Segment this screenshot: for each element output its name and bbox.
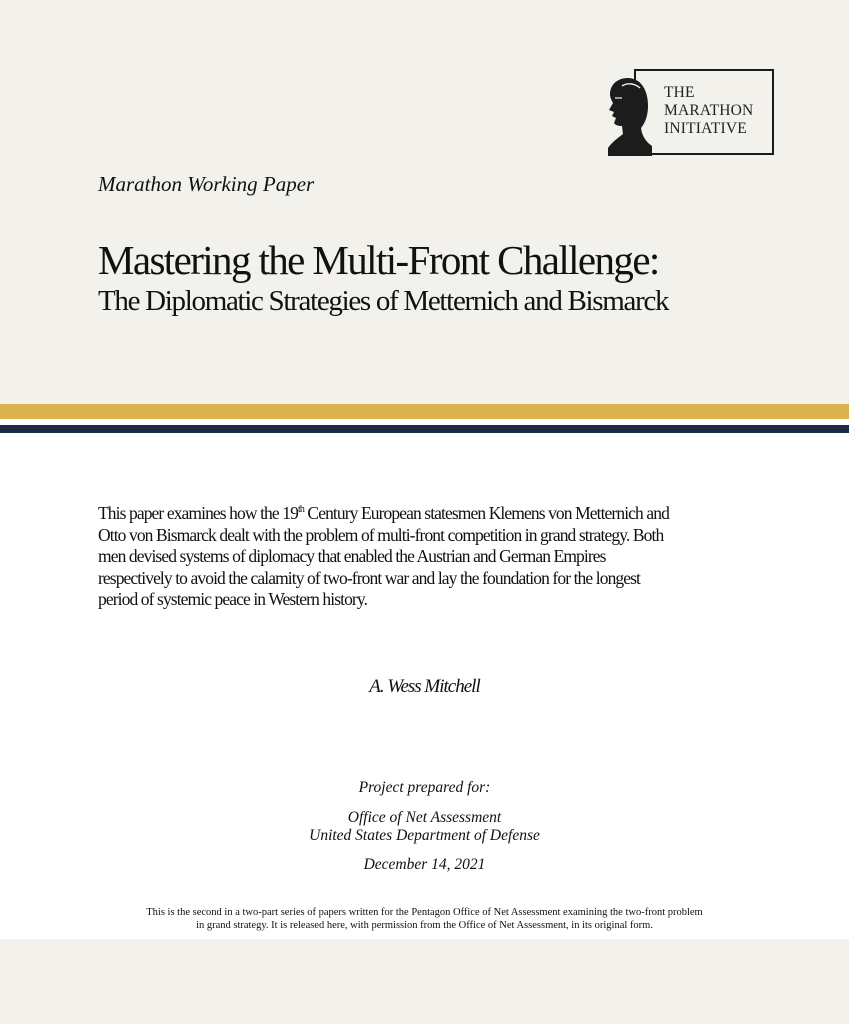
series-label: Marathon Working Paper xyxy=(98,172,315,196)
publication-date: December 14, 2021 xyxy=(363,856,486,873)
helmeted-warrior-head-icon xyxy=(606,76,652,156)
abstract-paragraph xyxy=(98,503,758,611)
footnote-line: in grand strategy. It is released here, with permission from the Office of Net Assessment, in its original form. xyxy=(196,920,653,931)
author-name: A. Wess Mitchell xyxy=(369,676,480,697)
abstract-text: This paper examines how the 19 xyxy=(98,503,298,523)
ordinal-suffix: th xyxy=(297,504,304,516)
marathon-initiative-logo xyxy=(606,68,778,160)
abstract-line xyxy=(98,503,758,525)
prepared-for-label: Project prepared for: xyxy=(358,779,491,796)
gold-divider-stripe xyxy=(0,404,849,419)
series-footnote xyxy=(60,906,789,932)
logo-line-2: MARATHON xyxy=(664,102,754,119)
client-organization: Office of Net Assessment xyxy=(347,809,502,826)
page-subtitle: The Diplomatic Strategies of Metternich and Bismarck xyxy=(98,285,669,317)
footnote-line: This is the second in a two-part series of papers written for the Pentagon Office of Net Assessment examining the two-front problem xyxy=(146,907,703,918)
abstract-line: respectively to avoid the calamity of two-front war and lay the foundation for the longest xyxy=(98,567,641,588)
navy-divider-stripe xyxy=(0,425,849,433)
abstract-line: Otto von Bismarck dealt with the problem of multi-front competition in grand strategy. Both xyxy=(98,524,664,545)
cover-header xyxy=(0,0,849,404)
page-title: Mastering the Multi-Front Challenge: xyxy=(98,237,659,283)
abstract-line: men devised systems of diplomacy that enabled the Austrian and German Empires xyxy=(98,546,606,566)
logo-wordmark xyxy=(664,84,753,138)
client-department: United States Department of Defense xyxy=(309,827,540,844)
logo-line-3: INITIATIVE xyxy=(664,120,747,137)
abstract-line: period of systemic peace in Western history. xyxy=(98,589,368,609)
abstract-text: Century European statesmen Klemens von Metternich and xyxy=(303,503,669,523)
logo-line-1: THE xyxy=(664,84,695,101)
